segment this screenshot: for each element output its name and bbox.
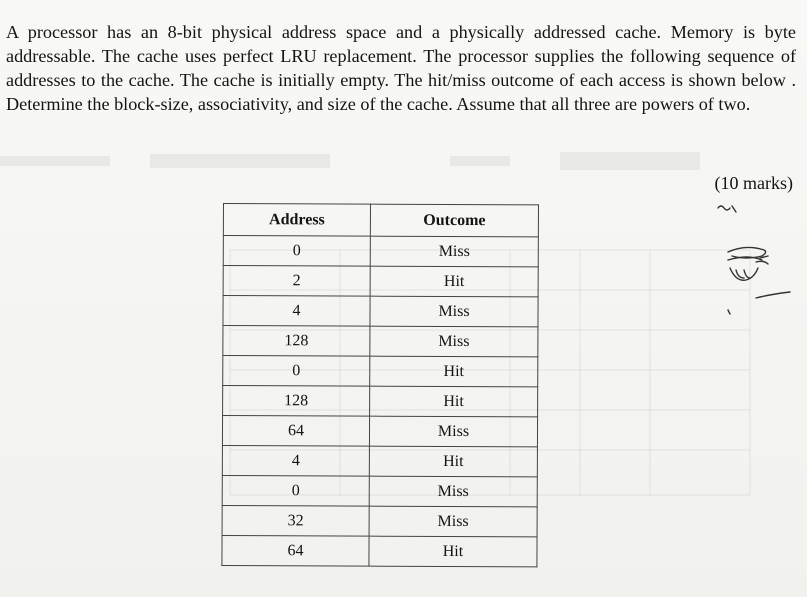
address-cell: 0 [222, 475, 369, 506]
address-cell: 0 [223, 236, 370, 267]
outcome-column-header: Outcome [370, 204, 538, 237]
table-row [222, 475, 537, 506]
table-row [223, 236, 538, 267]
outcome-cell: Miss [370, 296, 538, 327]
table-row [223, 266, 538, 297]
outcome-cell: Hit [370, 266, 538, 297]
address-column-header: Address [223, 204, 370, 237]
access-table [221, 203, 539, 567]
outcome-cell: Miss [369, 416, 537, 447]
table-header-row [223, 204, 538, 237]
outcome-cell: Miss [369, 476, 537, 507]
outcome-cell: Hit [369, 446, 537, 477]
bleed-through-header [0, 150, 700, 174]
address-cell: 2 [223, 266, 370, 297]
outcome-cell: Hit [370, 386, 538, 417]
address-cell: 128 [223, 326, 370, 357]
outcome-cell: Miss [370, 326, 538, 357]
outcome-cell: Miss [370, 236, 538, 267]
address-cell: 128 [223, 386, 370, 417]
table-row [222, 535, 537, 566]
address-cell: 64 [222, 416, 369, 447]
outcome-cell: Miss [369, 506, 537, 537]
outcome-cell: Hit [369, 536, 537, 567]
table-row [223, 356, 538, 387]
table-row [223, 296, 538, 327]
question-text: A processor has an 8-bit physical address space and a physically addressed cache. Memory is byte addressable. The cache uses perfect LRU replacement. The processor supplies the following sequence of addresses to the cache. The cache is initially empty. The hit/miss outcome of each access is shown below . Determine the block-size, associativity, and size of the cache. Assume that all three are powers of two. [6, 22, 796, 115]
table-row [223, 386, 538, 417]
address-cell: 64 [222, 535, 369, 566]
table-row [223, 326, 538, 357]
access-table-container [221, 203, 543, 591]
table-row [222, 505, 537, 536]
address-cell: 0 [223, 356, 370, 387]
table-row [222, 416, 537, 447]
marks-label: (10 marks) [714, 173, 793, 193]
outcome-cell: Hit [370, 356, 538, 387]
table-row [222, 445, 537, 476]
address-cell: 4 [222, 445, 369, 476]
handwritten-scribble [716, 200, 796, 320]
address-cell: 4 [223, 296, 370, 327]
address-cell: 32 [222, 505, 369, 536]
